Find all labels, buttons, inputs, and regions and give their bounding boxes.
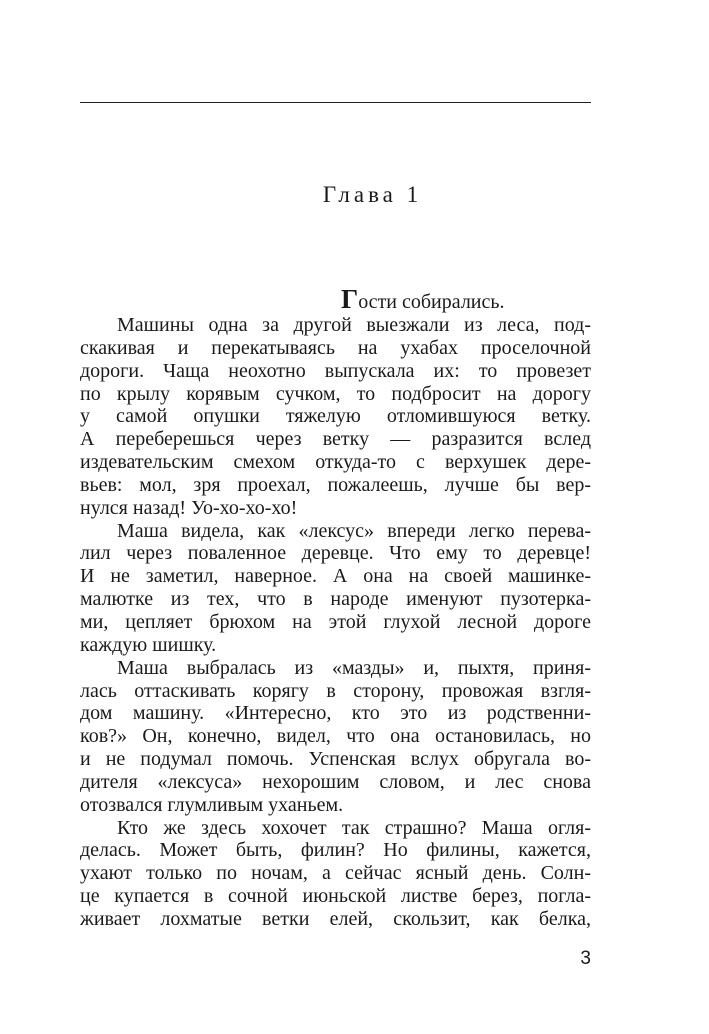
opening-text: ости собирались. — [358, 291, 505, 313]
text-line: Машины одна за другой выезжали из леса, под- — [117, 314, 591, 336]
text-line: А переберешься через ветку — разразится вслед — [80, 428, 591, 451]
page-number: 3 — [580, 948, 591, 969]
text-line: нулся назад! Уо-хо-хо-хо! — [80, 496, 298, 519]
text-line: лась оттаскивать корягу в сторону, провожая взгля- — [80, 679, 591, 702]
text-line: лил через поваленное деревце. Что ему то деревце! — [80, 542, 591, 565]
text-line: Маша выбралась из «мазды» и, пыхтя, приня- — [117, 656, 591, 679]
text-line: вьев: мол, зря проехал, пожалеешь, лучше бы вер- — [80, 473, 591, 496]
text-line: Маша видела, как «лексус» впереди легко перева- — [117, 519, 591, 542]
text-line: ков?» Он, конечно, видел, что она остановилась, но — [80, 725, 591, 748]
text-line: Кто же здесь хохочет так страшно? Маша огля- — [117, 816, 591, 839]
text-line: дителя «лексуса» нехорошим словом, и лес снова — [80, 770, 591, 793]
chapter-title: Глава 1 — [322, 182, 423, 207]
text-line: дом машину. «Интересно, кто это из родственни- — [80, 702, 591, 725]
text-line: дороги. Чаща неохотно выпускала их: то провезет — [80, 359, 591, 382]
text-line: по крылу корявым сучком, то подбросит на дорогу — [80, 382, 591, 405]
text-line: И не заметил, наверное. А она на своей машинке- — [80, 565, 591, 588]
text-line: у самой опушки тяжелую отломившуюся ветку. — [80, 405, 591, 428]
drop-letter: Г — [341, 284, 359, 314]
text-line: скакивая и перекатываясь на ухабах проселочной — [80, 336, 591, 359]
text-line: каждую шишку. — [80, 633, 217, 656]
text-line: и не подумал помочь. Успенская вслух обругала во- — [80, 748, 591, 771]
text-line: живает лохматые ветки елей, скользит, как белка, — [80, 907, 591, 930]
body-text — [80, 284, 591, 931]
text-line: издевательским смехом откуда-то с верхушек дере- — [80, 451, 591, 474]
paragraph-lines — [80, 314, 591, 931]
text-line: малютке из тех, что в народе именуют пузотерка- — [80, 588, 591, 611]
text-line: ухают только по ночам, а сейчас ясный день. Солн- — [80, 862, 591, 885]
text-line: ми, цепляет брюхом на этой глухой лесной дороге — [80, 610, 591, 633]
header-rule — [80, 102, 591, 103]
text-line: це купается в сочной июньской листве берез, погла- — [80, 885, 591, 908]
opening-line — [80, 284, 591, 314]
text-line: делась. Может быть, филин? Но филины, кажется, — [80, 839, 591, 862]
text-line: отозвался глумливым уханьем. — [80, 793, 344, 816]
